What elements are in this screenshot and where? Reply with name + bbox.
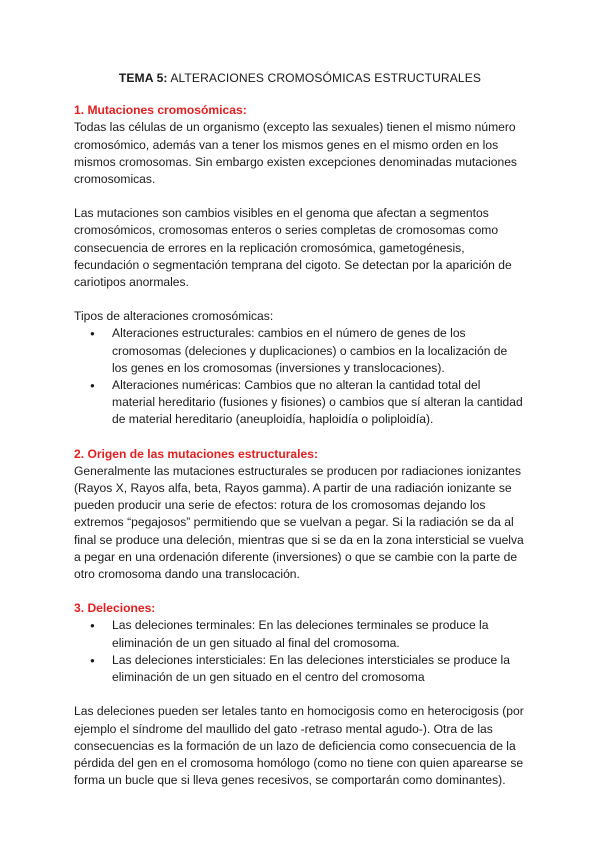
paragraph: Las deleciones pueden ser letales tanto en homocigosis como en heterocigosis (por ejemplo el síndrome del maullido del gato -retraso mental agudo-). Otra de las consecuencias es la formación de un lazo de deficiencia como consecuencia de la pérdida del gen en el cromosoma homólogo (como no tiene con quien aparearse se forma un bucle que si lleva genes recesivos, se comportarán como dominantes). [74, 704, 524, 788]
section-mutaciones-cromosomicas [74, 102, 526, 428]
paragraph: Las mutaciones son cambios visibles en el genoma que afectan a segmentos cromosómicos, cromosomas enteros o series completas de cromosomas como consecuencia de errores en la replicación cromosómica, gametogénesis, fecundación o segmentación temprana del cigoto. Se detectan por la aparición de cariotipos anormales. [74, 206, 512, 290]
list-item: ● Alteraciones estructurales: cambios en el número de genes de los cromosomas (deleciones y duplicaciones) o cambios en la localización de los genes en los cromosomas (inversiones y translocaciones). [112, 325, 526, 377]
section-origen-mutaciones [74, 446, 526, 584]
list-item: ● Las deleciones intersticiales: En las deleciones intersticiales se produce la eliminación de un gen situado en el centro del cromosoma [112, 652, 526, 686]
list-item: ● Las deleciones terminales: En las deleciones terminales se produce la eliminación de un gen situado al final del cromosoma. [112, 617, 526, 651]
section-heading: 1. Mutaciones cromosómicas: [74, 103, 247, 118]
paragraph: Todas las células de un organismo (excepto las sexuales) tienen el mismo número cromosómico, además van a tener los mismos genes en el mismo orden en los mismos cromosomas. Sin embargo existen excepciones denominadas mutaciones cromosomicas. [74, 120, 517, 187]
paragraph: Generalmente las mutaciones estructurales se producen por radiaciones ionizantes (Rayos X, Rayos alfa, beta, Rayos gamma). A partir de una radiación ionizante se pueden producir una serie de efectos: rotura de los cromosomas dejando los extremos “pegajosos” permitiendo que se vuelvan a pegar. Si la radiación se da al final se produce una deleción, mientras que si se da en la zona intersticial se vuelva a pegar en una ordenación diferente (inversiones) o que se cambie con la parte de otro cromosoma dando una translocación. [74, 463, 524, 582]
paragraph: Tipos de alteraciones cromosómicas: [74, 309, 274, 324]
section-heading: 2. Origen de las mutaciones estructurales: [74, 446, 318, 461]
bullet-list [74, 325, 526, 428]
list-item: ● Alteraciones numéricas: Cambios que no alteran la cantidad total del material hereditario (fusiones y fisiones) o cambios que sí alteran la cantidad de material hereditario (aneuploidía, haploidía o poliploidía). [112, 377, 526, 429]
title-text: ALTERACIONES CROMOSÓMICAS ESTRUCTURALES [167, 71, 482, 85]
title-prefix: TEMA 5: [118, 71, 168, 85]
page-title [74, 70, 526, 87]
section-deleciones [74, 600, 526, 789]
bullet-list [74, 617, 526, 686]
section-heading: 3. Deleciones: [74, 601, 156, 616]
